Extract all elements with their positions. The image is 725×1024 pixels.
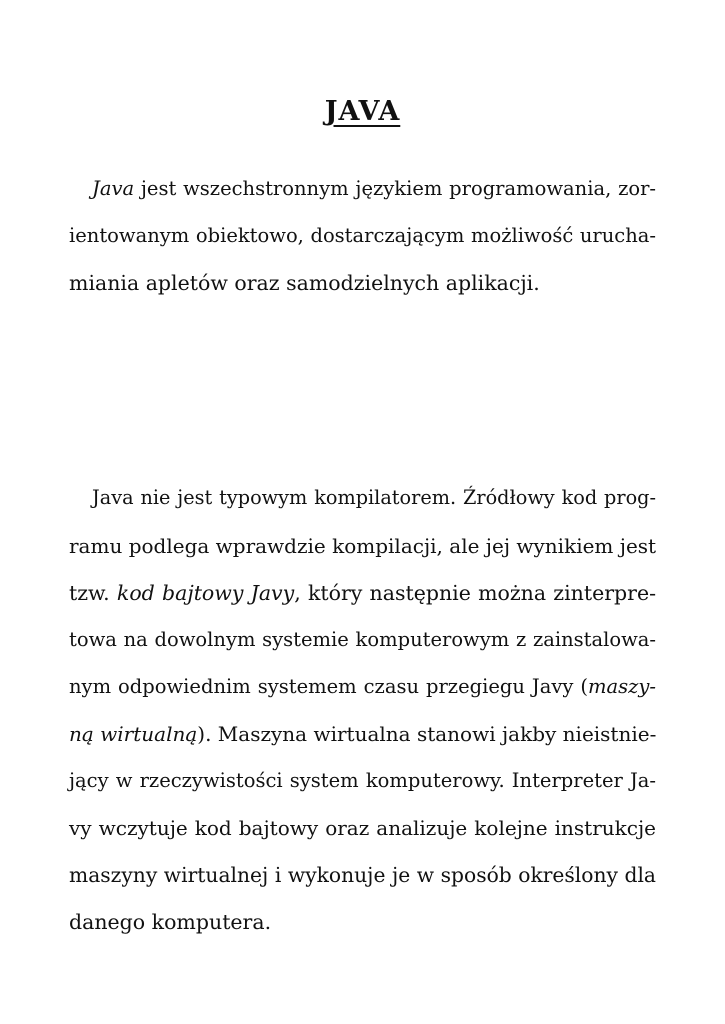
para2-line-2: ramu podlega wprawdzie kompilacji, ale jej wynikiem jest: [69, 534, 657, 558]
para2-text: ). Maszyna wirtualna stanowi jakby nieistnie-: [197, 722, 657, 746]
para1-emphasis: Java: [92, 177, 135, 200]
para2-line-5: [69, 673, 656, 701]
para2-emphasis: ną wirtualną: [69, 722, 198, 746]
para2-emphasis: maszy-: [587, 675, 656, 698]
para2-line-3: [69, 579, 656, 607]
para2-line-7: jący w rzeczywistości system komputerowy. Interpreter Ja-: [69, 769, 656, 792]
para2-text: nym odpowiednim systemem czasu przegiegu Javy (: [69, 675, 588, 698]
para2-line-4: towa na dowolnym systemie komputerowym z zainstalowa-: [69, 628, 656, 651]
para1-line-3: miania apletów oraz samodzielnych aplikacji.: [69, 271, 540, 295]
para2-line-1: Java nie jest typowym kompilatorem. Źródłowy kod prog-: [92, 486, 656, 509]
para1-text: jest wszechstronnym językiem programowania, zor-: [134, 177, 656, 200]
page-title: JAVA: [324, 96, 401, 127]
para2-emphasis: kod bajtowy Javy: [116, 581, 295, 605]
para2-text: , który następnie można zinterpre-: [294, 581, 657, 605]
para2-text: tzw.: [69, 581, 117, 605]
para1-line-2: ientowanym obiektowo, dostarczającym możliwość urucha-: [69, 224, 656, 247]
para2-line-6: [69, 720, 656, 748]
para2-line-9: maszyny wirtualnej i wykonuje je w sposób określony dla: [69, 863, 656, 887]
para2-line-8: vy wczytuje kod bajtowy oraz analizuje kolejne instrukcje: [69, 816, 656, 840]
para2-line-10: danego komputera.: [69, 910, 272, 934]
para1-line-1: [92, 175, 656, 203]
